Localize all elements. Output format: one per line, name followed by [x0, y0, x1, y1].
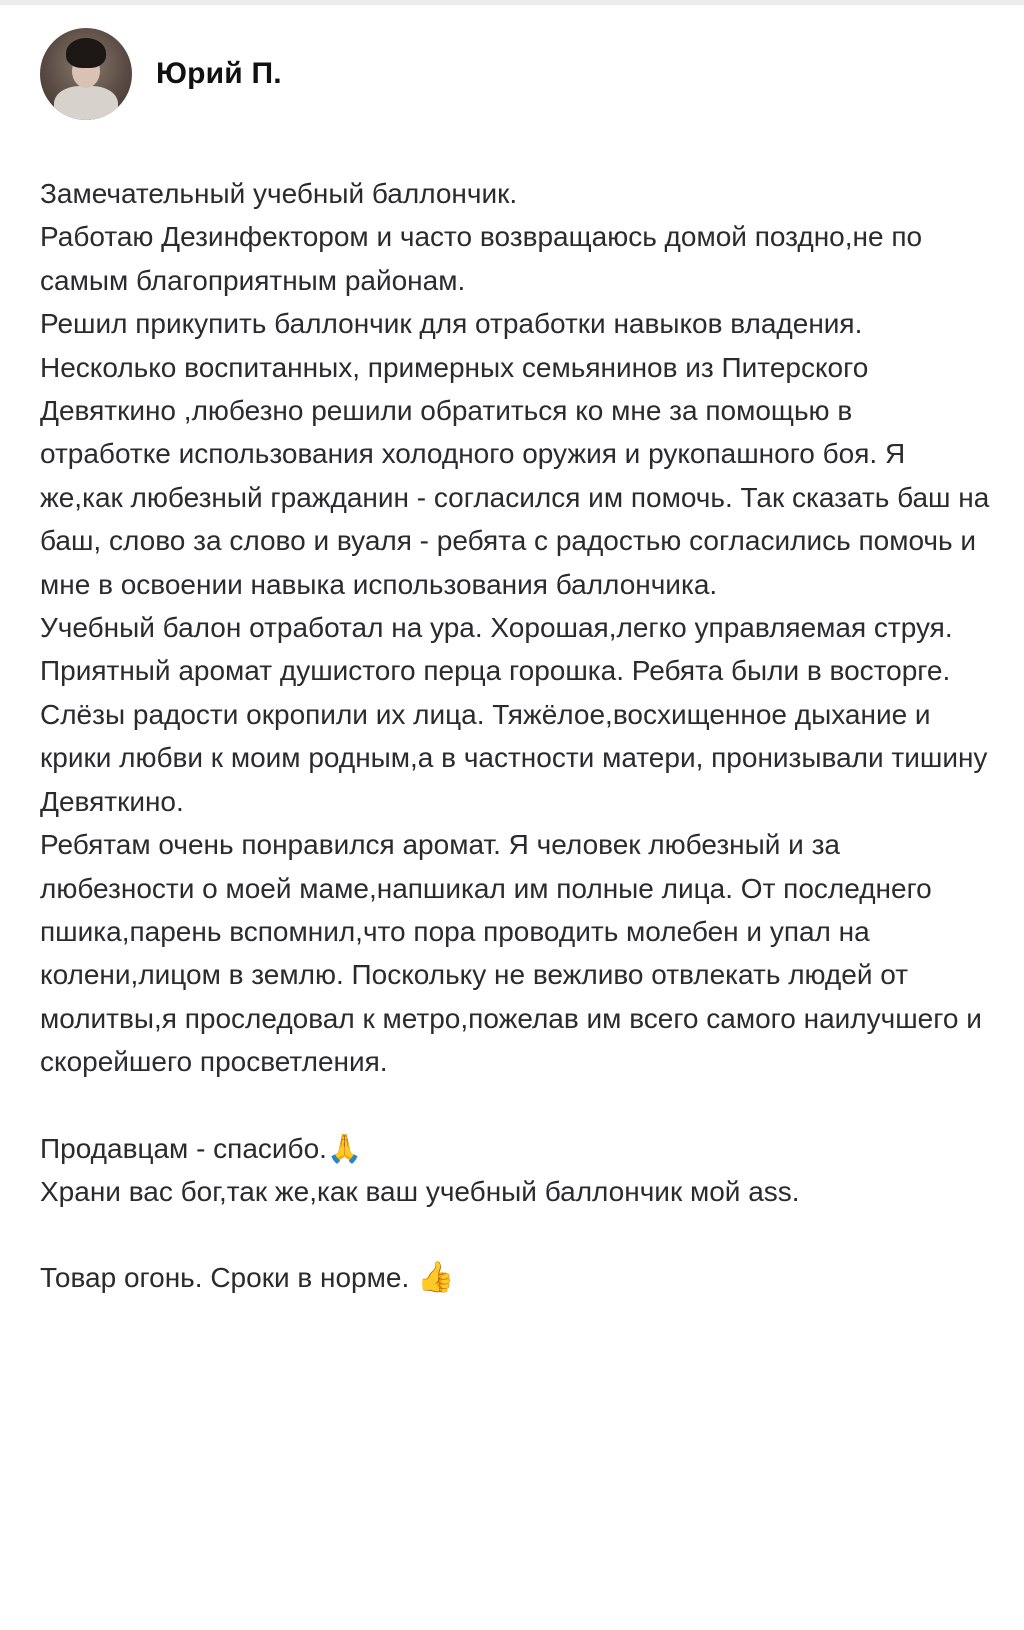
review-header: [40, 28, 282, 120]
avatar-body-shape: [54, 86, 118, 120]
review-paragraph: Учебный балон отработал на ура. Хорошая,легко управляемая струя. Приятный аромат душистого перца горошка. Ребята были в восторге. Слёзы радости окропили их лица. Тяжёлое,восхищенное дыхание и крики любви к моим родным,а в частности матери, пронизывали тишину Девяткино.: [40, 612, 988, 817]
avatar[interactable]: [40, 28, 132, 120]
paragraph-spacer: [40, 1213, 990, 1256]
review-paragraph: Работаю Дезинфектором и часто возвращаюсь домой поздно,не по самым благоприятным районам.: [40, 221, 923, 296]
verdict-text: Товар огонь. Сроки в норме.: [40, 1262, 410, 1294]
review-text: [40, 172, 990, 1300]
blessing-line: Храни вас бог,так же,как ваш учебный баллончик мой ass.: [40, 1175, 800, 1207]
verdict-line: [40, 1256, 990, 1299]
thanks-line: [40, 1127, 990, 1170]
review-paragraph: Решил прикупить баллончик для отработки навыков владения.: [40, 308, 863, 340]
thanks-text: Продавцам - спасибо.: [40, 1132, 327, 1164]
folded-hands-icon: 🙏: [326, 1131, 362, 1165]
review-paragraph: Несколько воспитанных, примерных семьянинов из Питерского Девяткино ,любезно решили обратиться ко мне за помощью в отработке использования холодного оружия и рукопашного боя. Я же,как любезный гражданин - согласился им помочь. Так сказать баш на баш, слово за слово и вуаля - ребята с радостью согласились помочь и мне в освоении навыка использования баллончика.: [40, 351, 990, 600]
review-paragraph: Замечательный учебный баллончик.: [40, 178, 518, 209]
avatar-hair-shape: [66, 38, 106, 68]
author-name[interactable]: Юрий П.: [156, 57, 282, 90]
review-paragraph: Ребятам очень понравился аромат. Я человек любезный и за любезности о моей маме,напшикал им полные лица. От последнего пшика,парень вспомнил,что пора проводить молебен и упал на колени,лицом в землю. Поскольку не вежливо отвлекать людей от молитвы,я проследовал к метро,пожелав им всего самого наилучшего и скорейшего просветления.: [40, 829, 982, 1078]
thumbs-up-icon: 👍: [417, 1260, 455, 1296]
top-divider: [0, 0, 1024, 5]
paragraph-spacer: [40, 1084, 990, 1127]
